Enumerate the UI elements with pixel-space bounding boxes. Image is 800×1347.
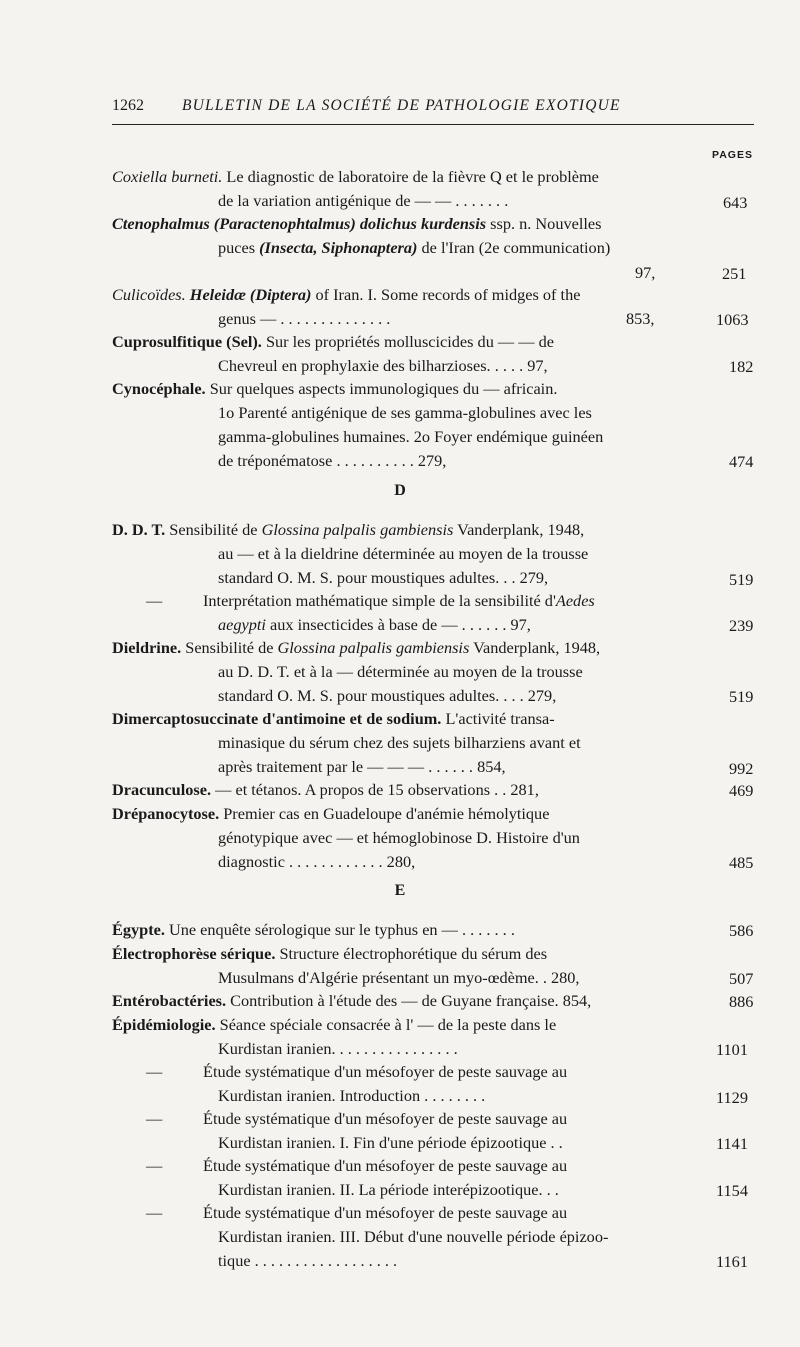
entry-text: of Iran. I. Some records of midges of the [311, 285, 581, 304]
entry-text-line [218, 238, 610, 258]
entry-heading: Cynocéphale. [112, 379, 206, 398]
entry-heading: Cuprosulfitique (Sel). [112, 332, 262, 351]
entry-text: Vanderplank, 1948, [469, 638, 601, 657]
pages-column-label: PAGES [712, 149, 753, 161]
entry-taxon: (Insecta, Siphonaptera) [259, 238, 418, 257]
page-reference: 1101 [716, 1040, 748, 1059]
page-reference: 643 [723, 193, 748, 212]
entry-text: standard O. M. S. pour moustiques adultes. . . . 279, [218, 686, 557, 705]
entry-text: tique . . . . . . . . . . . . . . . . . . [218, 1251, 398, 1270]
page-reference: 182 [729, 357, 754, 376]
entry-text: Sensibilité de [181, 638, 278, 657]
entry-text: Étude systématique d'un mésofoyer de peste sauvage au [203, 1156, 568, 1175]
repeat-dash: — [146, 1203, 163, 1222]
index-entry-cynocephale [112, 379, 557, 399]
entry-heading: Entérobactéries. [112, 991, 227, 1010]
entry-text: génotypique avec — et hémoglobinose D. Histoire d'un [218, 828, 580, 847]
entry-text: Sur les propriétés molluscicides du — — de [261, 332, 554, 351]
entry-heading: Coxiella burneti. [112, 167, 223, 186]
entry-text: de l'Iran (2e communication) [417, 238, 611, 257]
repeat-dash: — [146, 1062, 163, 1081]
entry-text: L'activité transa- [441, 709, 555, 728]
page-reference: 992 [729, 759, 754, 778]
entry-text: Kurdistan iranien. II. La période interépizootique. . . [218, 1180, 559, 1199]
entry-text: de la variation antigénique de — — . . . . . . . [218, 191, 509, 210]
entry-heading: Épidémiologie. [112, 1015, 216, 1034]
entry-text: Kurdistan iranien. Introduction . . . . . . . . [218, 1086, 486, 1105]
page-reference: 1161 [716, 1252, 748, 1271]
page-reference: 507 [729, 969, 754, 988]
page-reference: 1063 [716, 310, 749, 329]
entry-text: au — et à la dieldrine déterminée au moyen de la trousse [218, 544, 589, 563]
index-entry-electrophorese [112, 944, 547, 964]
index-entry-coxiella [112, 167, 599, 187]
index-entry-epidemiologie [112, 1015, 556, 1035]
page-reference: 586 [729, 921, 754, 940]
entry-text: standard O. M. S. pour moustiques adultes. . . 279, [218, 568, 549, 587]
index-entry-culicoides [112, 285, 580, 305]
entry-taxon: Glossina palpalis gambiensis [277, 638, 470, 657]
entry-text: Séance spéciale consacrée à l' — de la peste dans le [215, 1015, 557, 1034]
header-rule [112, 124, 754, 125]
entry-text: Sensibilité de [165, 520, 262, 539]
entry-heading: D. D. T. [112, 520, 166, 539]
entry-text: Le diagnostic de laboratoire de la fièvre Q et le problème [222, 167, 599, 186]
index-entry-ctenophalmus [112, 214, 601, 234]
page-reference: 239 [729, 616, 754, 635]
entry-heading: Dimercaptosuccinate d'antimoine et de sodium. [112, 709, 442, 728]
page-reference: 1141 [716, 1134, 748, 1153]
entry-text: diagnostic . . . . . . . . . . . . 280, [218, 852, 416, 871]
index-entry-drepanocytose [112, 804, 549, 824]
index-entry-dieldrine [112, 638, 600, 658]
entry-text: de tréponématose . . . . . . . . . . 279, [218, 451, 447, 470]
entry-text: puces [218, 238, 260, 257]
entry-taxon: Glossina palpalis gambiensis [261, 520, 454, 539]
page-reference: 485 [729, 853, 754, 872]
entry-text: minasique du sérum chez des sujets bilharziens avant et [218, 733, 581, 752]
page-number: 1262 [112, 97, 144, 114]
page-header [112, 97, 752, 123]
page-reference: 251 [722, 264, 747, 283]
entry-text: Structure électrophorétique du sérum des [275, 944, 548, 963]
entry-text: au D. D. T. et à la — déterminée au moyen de la trousse [218, 662, 583, 681]
page-reference: 886 [729, 992, 754, 1011]
entry-heading: Dieldrine. [112, 638, 182, 657]
entry-text: ssp. n. Nouvelles [486, 214, 602, 233]
volume-reference: 97, [635, 263, 656, 282]
entry-text: Étude systématique d'un mésofoyer de peste sauvage au [203, 1109, 568, 1128]
page-reference: 1129 [716, 1088, 748, 1107]
entry-text: Kurdistan iranien. . . . . . . . . . . . . . . . [218, 1039, 458, 1058]
index-entry-dracunculose [112, 780, 539, 800]
page-reference: 1154 [716, 1181, 748, 1200]
section-letter-e: E [394, 882, 406, 899]
index-entry-ddt [112, 520, 584, 540]
entry-taxon: aegypti [218, 615, 266, 634]
page-reference: 474 [729, 452, 754, 471]
entry-text: après traitement par le — — — . . . . . . 854, [218, 757, 506, 776]
index-entry-egypte [112, 920, 515, 940]
index-entry-cuprosulfitique [112, 332, 554, 352]
entry-text: 1o Parenté antigénique de ses gamma-globulines avec les [218, 403, 592, 422]
index-entry-enterobacteries [112, 991, 591, 1011]
entry-text: Vanderplank, 1948, [453, 520, 585, 539]
entry-text: Sur quelques aspects immunologiques du — africain. [205, 379, 558, 398]
entry-text: Musulmans d'Algérie présentant un myo-œdème. . 280, [218, 968, 580, 987]
entry-subtext-line [203, 591, 595, 611]
entry-subtext-line [218, 615, 531, 635]
page-reference: 469 [729, 781, 754, 800]
entry-text: Étude systématique d'un mésofoyer de peste sauvage au [203, 1062, 568, 1081]
entry-text: gamma-globulines humaines. 2o Foyer endémique guinéen [218, 427, 604, 446]
repeat-dash: — [146, 1156, 163, 1175]
page-reference: 519 [729, 570, 754, 589]
entry-heading: Dracunculose. [112, 780, 212, 799]
volume-reference: 853, [626, 309, 655, 328]
entry-text: Premier cas en Guadeloupe d'anémie hémolytique [219, 804, 550, 823]
index-entry-dimercaptosuccinate [112, 709, 555, 729]
page-reference: 519 [729, 687, 754, 706]
entry-text: genus — . . . . . . . . . . . . . . [218, 309, 391, 328]
entry-heading: Égypte. [112, 920, 165, 939]
entry-taxon: Heleidæ (Diptera) [189, 285, 312, 304]
repeat-dash: — [146, 591, 163, 610]
entry-text: — et tétanos. A propos de 15 observations . . 281, [211, 780, 539, 799]
entry-text: Une enquête sérologique sur le typhus en — . . . . . . . [164, 920, 515, 939]
entry-heading: Culicoïdes. [112, 285, 186, 304]
entry-heading: Drépanocytose. [112, 804, 220, 823]
entry-text: Étude systématique d'un mésofoyer de peste sauvage au [203, 1203, 568, 1222]
entry-heading: Électrophorèse sérique. [112, 944, 276, 963]
running-title: BULLETIN DE LA SOCIÉTÉ DE PATHOLOGIE EXOTIQUE [182, 97, 621, 114]
section-letter-d: D [394, 482, 406, 499]
entry-heading: Ctenophalmus (Paractenophtalmus) dolichus kurdensis [112, 214, 487, 233]
entry-taxon: Aedes [555, 591, 595, 610]
entry-text: aux insecticides à base de — . . . . . . 97, [265, 615, 531, 634]
repeat-dash: — [146, 1109, 163, 1128]
entry-text: Interprétation mathématique simple de la sensibilité d' [203, 591, 556, 610]
entry-text: Contribution à l'étude des — de Guyane française. 854, [226, 991, 592, 1010]
entry-text: Kurdistan iranien. I. Fin d'une période épizootique . . [218, 1133, 563, 1152]
entry-text: Chevreul en prophylaxie des bilharzioses. . . . . 97, [218, 356, 548, 375]
entry-text: Kurdistan iranien. III. Début d'une nouvelle période épizoo- [218, 1227, 609, 1246]
